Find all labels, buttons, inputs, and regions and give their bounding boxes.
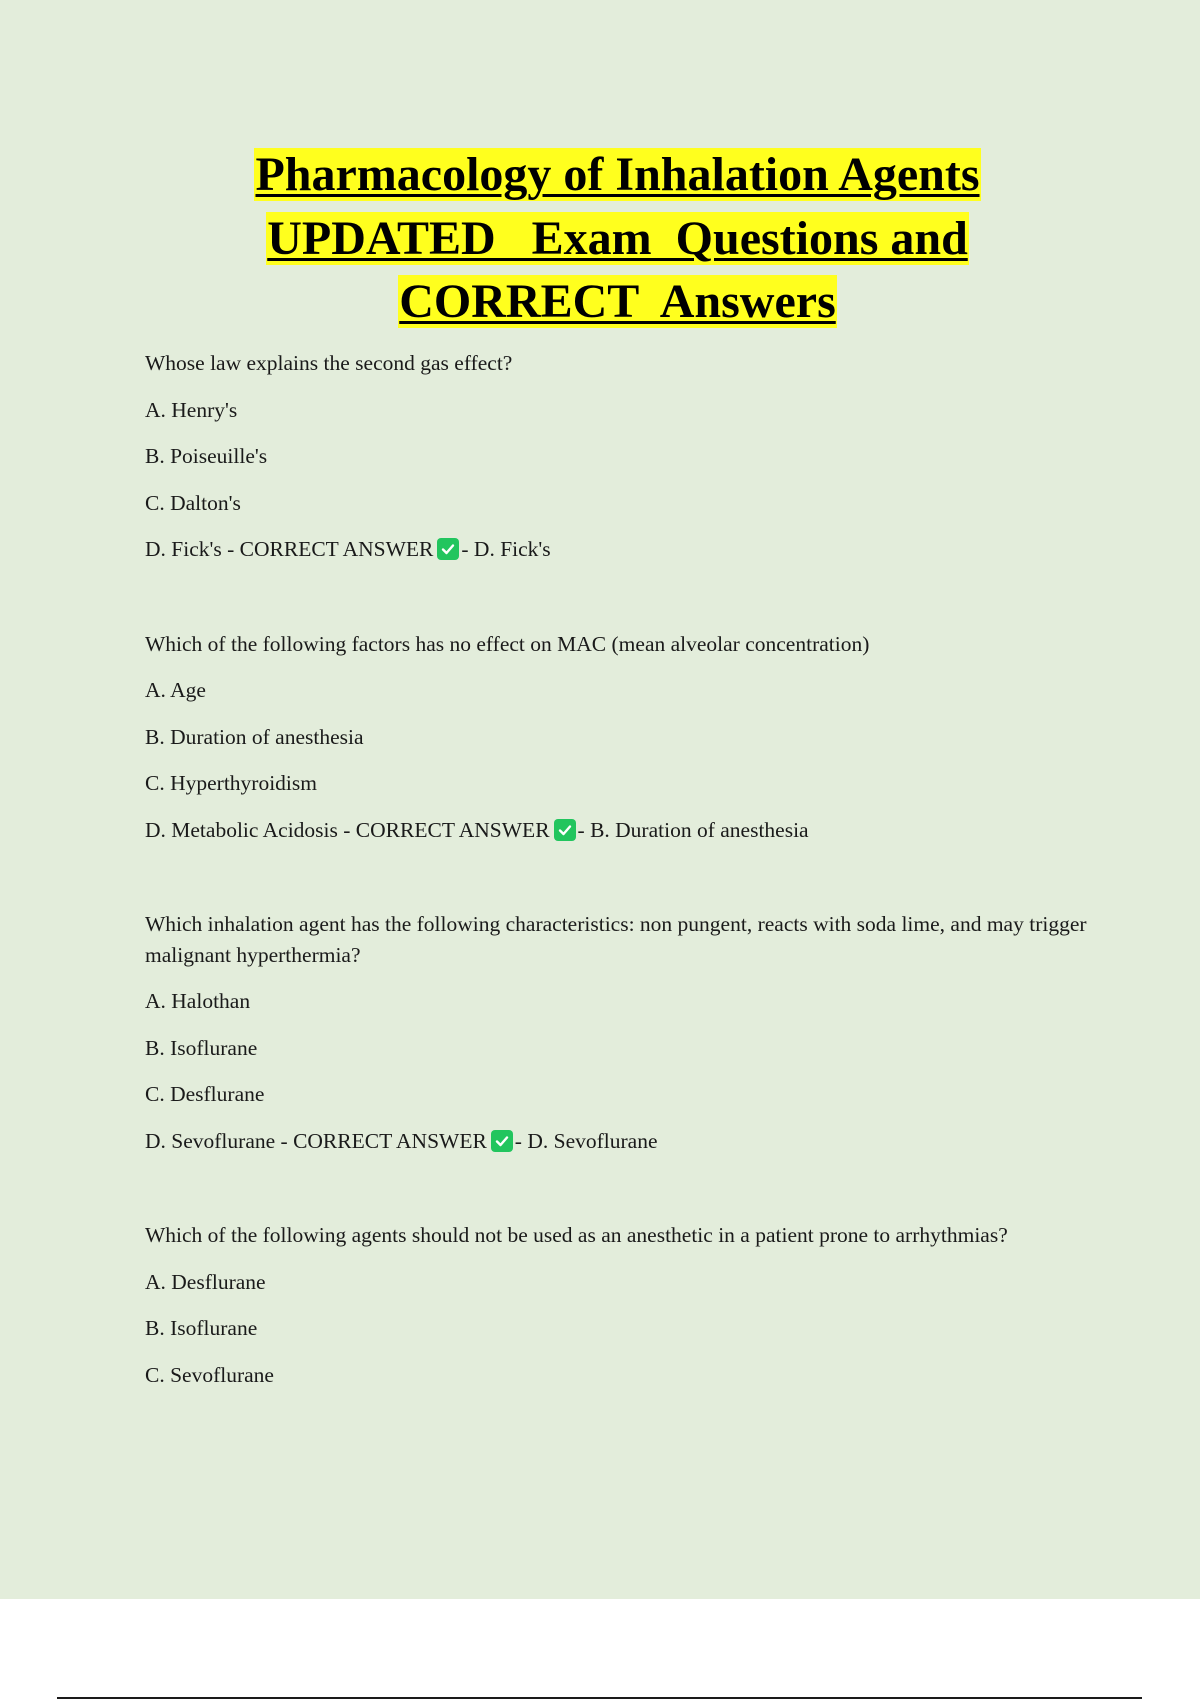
title-line-2: UPDATED Exam Questions and [267,211,968,265]
correct-answer-label: - CORRECT ANSWER [221,537,434,561]
question-prompt: Whose law explains the second gas effect? [145,351,513,375]
answer-line [145,534,1095,565]
answer-option: D. Fick's [145,537,222,561]
answer-option: D. Metabolic Acidosis [145,817,338,842]
question-spacer [145,1156,1095,1220]
answer-option: A. Age [145,678,206,702]
answer-option: A. Halothan [145,989,251,1013]
answer-option: C. Sevoflurane [145,1362,274,1387]
question-prompt: Which of the following agents should not be used as an anesthetic in a patient prone to arrhythmias? [145,1223,1008,1247]
question-block [145,909,1095,1156]
answer-line [145,1126,1095,1157]
answer-option: B. Isoflurane [145,1035,258,1060]
page-title [0,143,1200,334]
answer-option: A. Desflurane [145,1269,266,1294]
question-block [145,348,1095,565]
question-list [145,348,1095,1406]
correct-answer-label: - CORRECT ANSWER [337,817,550,842]
question-spacer [145,565,1095,629]
question-block [145,629,1095,846]
check-mark-icon [437,538,459,560]
check-mark-icon [554,819,576,841]
title-line-3: CORRECT Answers [399,275,836,328]
answer-line [145,815,1095,846]
answer-option: B. Poiseuille's [145,444,268,468]
footer-divider [57,1697,1142,1699]
answer-option: C. Desflurane [145,1082,265,1106]
answer-option: B. Isoflurane [145,1316,258,1340]
correct-answer: - B. Duration of anesthesia [577,817,809,842]
answer-option: A. Henry's [145,397,238,422]
correct-answer: - D. Sevoflurane [514,1128,658,1153]
title-line-1: Pharmacology of Inhalation Agents [255,148,980,201]
question-prompt: Which inhalation agent has the following characteristics: non pungent, reacts with soda lime, and may trigger malignant hyperthermia? [145,912,1087,967]
answer-option: D. Sevoflurane [145,1128,276,1153]
correct-answer: - D. Fick's [461,537,551,561]
check-mark-icon [491,1130,513,1152]
question-block [145,1220,1095,1390]
answer-option: B. Duration of anesthesia [145,724,364,749]
question-prompt: Which of the following factors has no effect on MAC (mean alveolar concentration) [145,631,870,656]
correct-answer-label: - CORRECT ANSWER [275,1128,487,1153]
answer-option: C. Dalton's [145,490,241,515]
answer-option: C. Hyperthyroidism [145,771,317,795]
question-spacer [145,845,1095,909]
